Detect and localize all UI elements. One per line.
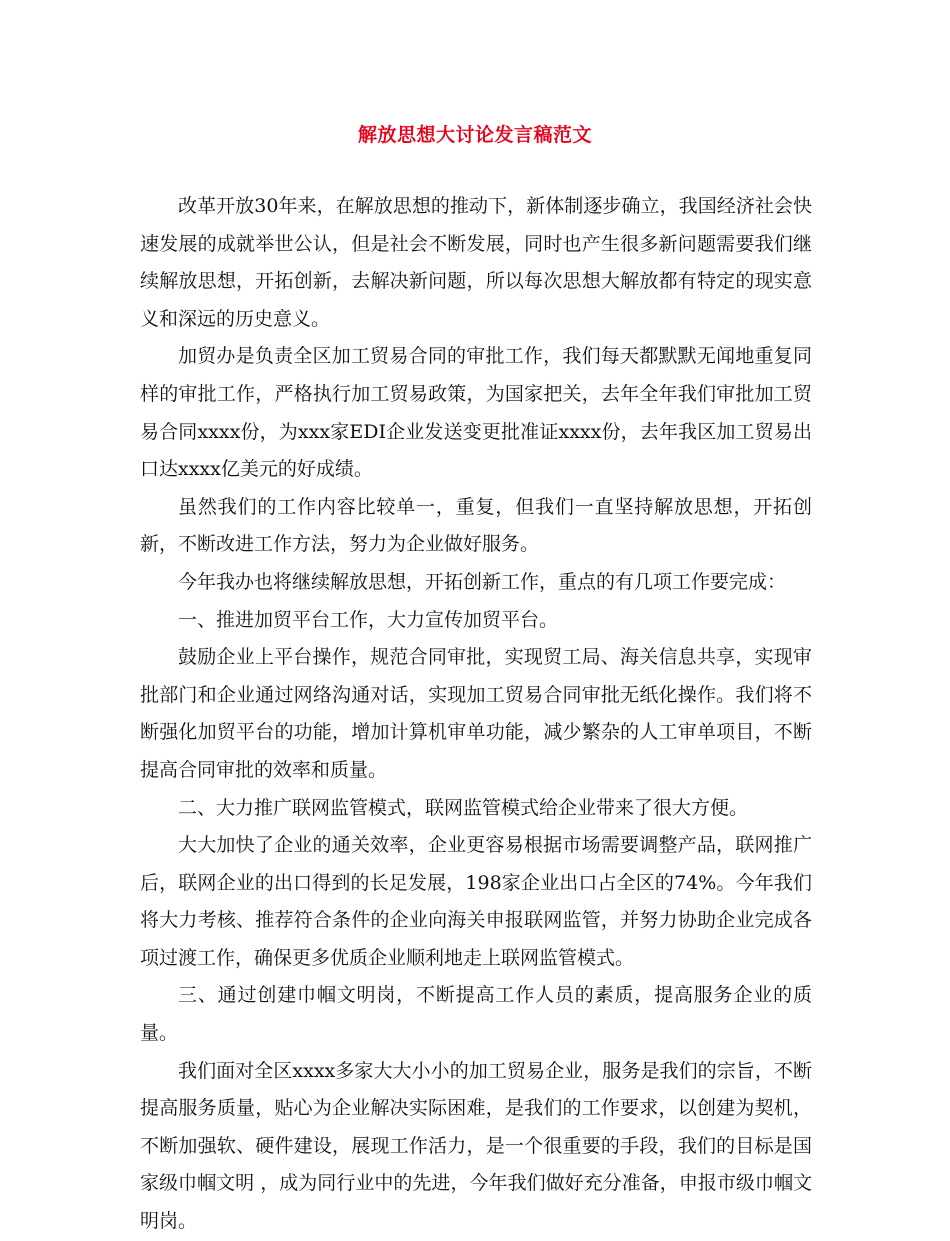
section-heading: 一、推进加贸平台工作，大力宣传加贸平台。	[178, 608, 559, 631]
section-heading: 三、通过创建巾帼文明岗，不断提高工作人员的素质，提高服务企业的质量。	[140, 984, 812, 1045]
document-body	[140, 188, 812, 1241]
document-title: 解放思想大讨论发言稿范文	[357, 124, 592, 146]
paragraph: 鼓励企业上平台操作，规范合同审批，实现贸工局、海关信息共享，实现审批部门和企业通过网络沟通对话，实现加工贸易合同审批无纸化操作。我们将不断强化加贸平台的功能，增加计算机审单功能，减少繁杂的人工审单项目，不断提高合同审批的效率和质量。	[140, 646, 812, 781]
paragraph: 加贸办是负责全区加工贸易合同的审批工作，我们每天都默默无闻地重复同样的审批工作，严格执行加工贸易政策，为国家把关，去年全年我们审批加工贸易合同xxxx份，为xxx家EDI企业发送变更批准证xxxx份，去年我区加工贸易出口达xxxx亿美元的好成绩。	[140, 345, 812, 481]
paragraph: 大大加快了企业的通关效率，企业更容易根据市场需要调整产品，联网推广后，联网企业的出口得到的长足发展，198家企业出口占全区的74%。今年我们将大力考核、推荐符合条件的企业向海关申报联网监管，并努力协助企业完成各项过渡工作，确保更多优质企业顺利地走上联网监管模式。	[140, 834, 812, 969]
paragraph: 改革开放30年来，在解放思想的推动下，新体制逐步确立，我国经济社会快速发展的成就举世公认，但是社会不断发展，同时也产生很多新问题需要我们继续解放思想，开拓创新，去解决新问题，所以每次思想大解放都有特定的现实意义和深远的历史意义。	[140, 195, 812, 330]
paragraph: 虽然我们的工作内容比较单一，重复，但我们一直坚持解放思想，开拓创新，不断改进工作方法，努力为企业做好服务。	[140, 495, 812, 556]
section-heading: 二、大力推广联网监管模式，联网监管模式给企业带来了很大方便。	[178, 796, 749, 819]
paragraph: 今年我办也将继续解放思想，开拓创新工作，重点的有几项工作要完成：	[178, 570, 787, 593]
paragraph: 我们面对全区xxxx多家大大小小的加工贸易企业，服务是我们的宗旨，不断提高服务质量，贴心为企业解决实际困难，是我们的工作要求，以创建为契机，不断加强软、硬件建设，展现工作活力，是一个很重要的手段，我们的目标是国家级巾帼文明 ，成为同行业中的先进，今年我们做好充分准备，申报市级巾帼文明岗。	[140, 1059, 812, 1233]
